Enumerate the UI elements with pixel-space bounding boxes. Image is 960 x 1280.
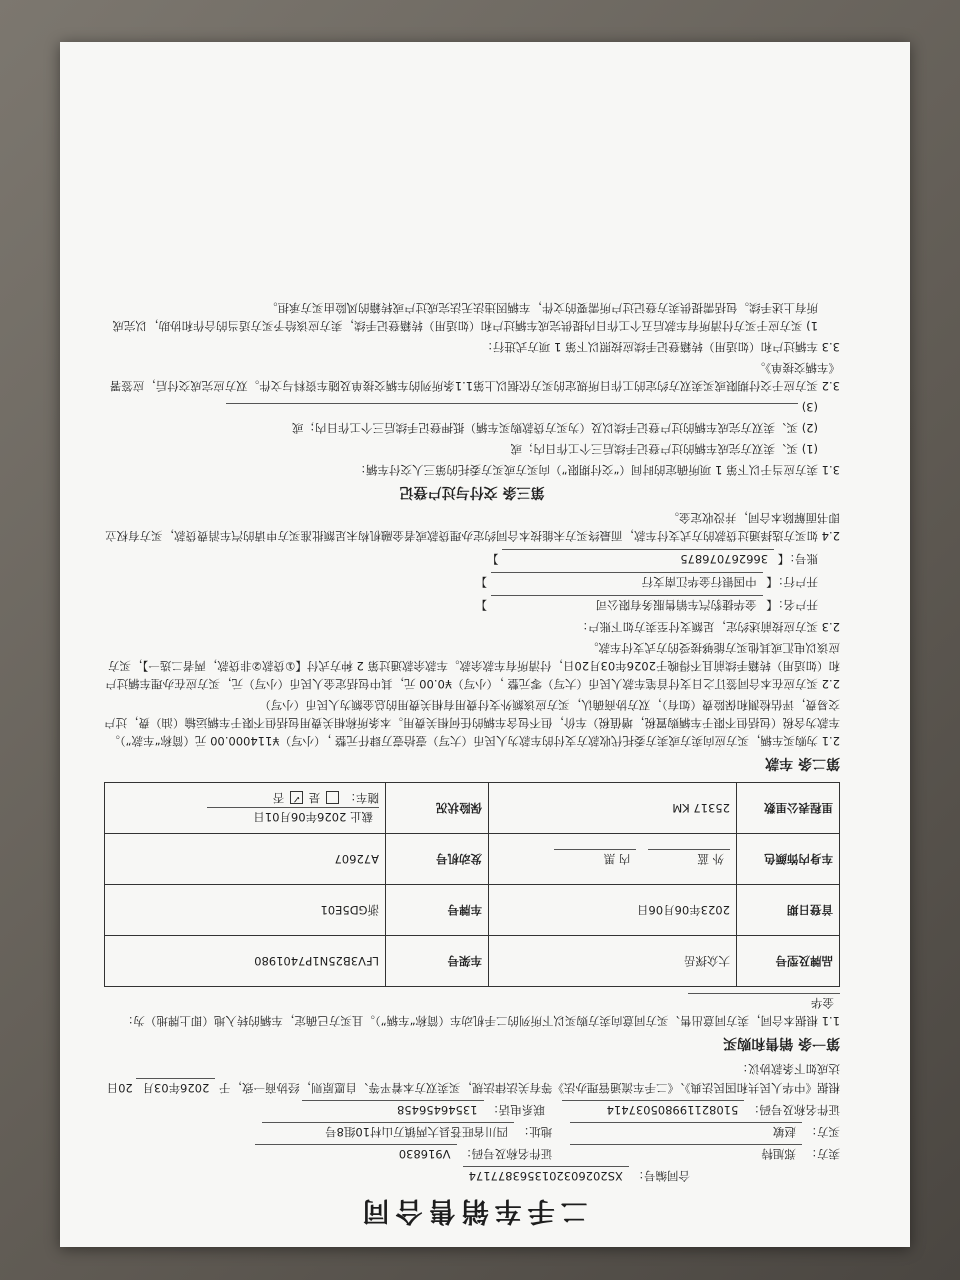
seller-row [104, 1144, 840, 1163]
color-value [489, 834, 737, 885]
first-reg-label: 首登日期 [737, 885, 840, 936]
mileage-label: 里程表公里数 [737, 783, 840, 834]
article-3-title: 第三条 交付与过户登记 [399, 484, 545, 500]
contract-body [60, 276, 910, 1247]
table-row [105, 885, 840, 936]
delivery-option-3 [104, 398, 840, 416]
article-1-clause [104, 993, 840, 1030]
clause-1-1: 1.1 根据本合同，卖方同意出售、买方同意向卖方购买以下所列的二手机动车（简称“车辆”）。且买方已确定，车辆的转入地（即上牌地）为： [121, 1014, 840, 1028]
delivery-option-3-label: (3) [801, 400, 818, 414]
buyer-address: 四川省旺苍县大两镇万山村10组8号 [262, 1122, 514, 1141]
first-reg-value: 2023年06月06日 [489, 885, 737, 936]
insurance-onboard [111, 790, 379, 808]
buyer-phone-label: 联系电话： [487, 1103, 545, 1117]
account-number-end: 】 [486, 552, 499, 566]
intro-date: 2026年03月 [136, 1078, 215, 1097]
clause-3-2: 3.2 买方应于交付期限或买卖双方约定的工作日所规定的买方依据以上第1.1条所列的车辆交接单及随车资料与文件。双方应完成交付后，应签署《车辆交接单》。 [109, 361, 840, 393]
contract-number-label: 合同编号： [632, 1169, 690, 1183]
brand-model-label: 品牌及型号 [737, 936, 840, 987]
account-name: 金华捷豹汽车销售服务有限公司 [491, 595, 763, 614]
account-name-label: 开户名：【 [766, 598, 818, 612]
article-1-title: 第一条 销售和购买 [723, 1035, 840, 1051]
no-label: 否 [272, 791, 285, 806]
contract-title: 二手车销售合同 [356, 1195, 588, 1226]
table-row [105, 936, 840, 987]
bank-branch-label: 开户行：【 [766, 575, 818, 589]
clause-3-3: 3.3 车辆过户和（如适用）转籍登记手续应按照以下第 1 项方式进行： [481, 340, 840, 354]
brand-model-value: 大众探岳 [489, 936, 737, 987]
delivery-option-1: (1) 买、卖双方完成车辆的过户登记手续后三个工作日内；或 [510, 442, 818, 456]
clause-2-3: 2.3 买方应按前述约定，足额支付至卖方如下账户： [576, 620, 840, 634]
article-2-title: 第二条 车款 [765, 755, 840, 771]
bank-account-name-row [104, 595, 840, 614]
insurance-expiry: 截止 2026年06月01日 [207, 808, 379, 827]
bank-branch-row [104, 572, 840, 591]
bank-account-row [104, 549, 840, 568]
delivery-option-2: (2) 买、卖双方完成车辆的过户登记手续以及（为买方贷款购买车辆）抵押登记手续后三个工作日内；或 [292, 421, 818, 435]
seller-id-label: 证件名称及号码： [460, 1147, 553, 1161]
buyer-row [104, 1122, 840, 1141]
exterior-color: 外 蓝 [648, 850, 730, 869]
vin-value: LFV3B25N1P7401980 [105, 936, 386, 987]
clause-2-2: 2.2 买方应在本合同签订之日支付首笔车款人民币（大写）零元整 ，（小写）¥0.00 元，其中包括定金人民币（小写）元，买方应在办理车辆过户和（如适用）转籍手续前且不得晚于2026年03月20日，付清所有车款余款。车款余款通过第 2 种方式付【①贷款②非贷款，两者二选一】，买方应该以电汇或其他买方能够接受的方式支付车款。 [105, 641, 840, 691]
engine-value: A72607 [105, 834, 386, 885]
buyer-name: 赵敏 [570, 1122, 802, 1141]
buyer-address-label: 地址： [517, 1125, 553, 1139]
contract-number-row [104, 1166, 840, 1185]
table-row [105, 834, 840, 885]
mileage-value: 25317 KM [489, 783, 737, 834]
rotated-sheet [60, 42, 910, 1247]
insurance-value [105, 783, 386, 834]
buyer-phone: 13546456458 [302, 1100, 484, 1119]
account-number-label: 账号：【 [777, 552, 818, 566]
buyer-id-row [104, 1100, 840, 1119]
checkbox-yes[interactable] [326, 792, 339, 805]
account-name-end: 】 [475, 598, 487, 612]
transfer-place: 金华 [688, 993, 840, 1012]
contract-paper [60, 42, 910, 1247]
intro-paragraph [104, 1060, 840, 1097]
bank-branch-end: 】 [475, 575, 487, 589]
checkbox-no-checked[interactable] [290, 792, 303, 805]
bank-branch: 中国银行金华江南支行 [491, 572, 763, 591]
vehicle-table [104, 782, 840, 987]
plate-value: 浙GD5E01 [105, 885, 386, 936]
clause-2-4: 2.4 如买方选择通过贷款的方式支付车款，而最终买方未能按本合同约定办理贷款或者金融机构未足额批准买方申请的汽车消费贷款，买方有权立即书面解除本合同，并没收定金。 [105, 511, 840, 543]
buyer-id-label: 证件名称及号码： [748, 1103, 840, 1117]
delivery-option-3-blank [226, 403, 798, 404]
color-label: 车身内饰颜色 [737, 834, 840, 885]
onboard-label: 随车： [344, 791, 379, 806]
buyer-label: 买方： [805, 1125, 840, 1139]
yes-label: 是 [308, 791, 321, 806]
vin-label: 车架号 [386, 936, 489, 987]
engine-label: 发动机号 [386, 834, 489, 885]
clause-3-1: 3.1 卖方应当于以下第 1 项所确定的时间（“交付期限”）向买方或买方委托的第三人交付车辆： [354, 463, 840, 477]
seller-label: 卖方： [805, 1147, 840, 1161]
clause-2-1: 2.1 为购买车辆，买方应向卖方或卖方委托代收款方支付的车款为人民币（大写）壹拾壹万肆仟元整 ，（小写）¥114000.00 元（简称“车款”）。车款为含税（包括但不限于车辆购置税，增值税）车价，但不包含车辆的任何相关费用。本条所称相关费用包括但不限于车辆运输（油）费，过户交易费，评估检测和保险费（如有），双方协商确认，买方应该额外支付费用有相关费用的总金额为人民币（小写） [104, 698, 840, 748]
plate-label: 车牌号 [386, 885, 489, 936]
table-row [105, 783, 840, 834]
seller-id: V916830 [255, 1144, 457, 1163]
intro-text-2: 20日 达成如下条款协议： [106, 1062, 840, 1095]
clause-3-3-1: 1) 买方应于买方付清所有车款后五个工作日内提供完成车辆过户和（如适用）转籍登记手续，卖方应该给予买方适当的合作和协助，以完成所有上述手续。包括需提供卖方登记过户所需要的文件，车辆因违法无法完成过户或转籍的风险由买方承担。 [112, 301, 818, 333]
account-number: 366267076875 [502, 549, 774, 568]
buyer-id: 510821199805037414 [562, 1100, 744, 1119]
insurance-label: 保险状况 [386, 783, 489, 834]
contract-number: XS2026032013563877174 [463, 1166, 629, 1185]
seller-name: 郑旭特 [570, 1144, 802, 1163]
interior-color: 内 黑 [554, 850, 636, 869]
intro-text: 根据《中华人民共和国民法典》、《二手车流通管理办法》等有关法律法规，买卖双方本着平等、自愿原则，经协商一致，于 [219, 1081, 840, 1095]
